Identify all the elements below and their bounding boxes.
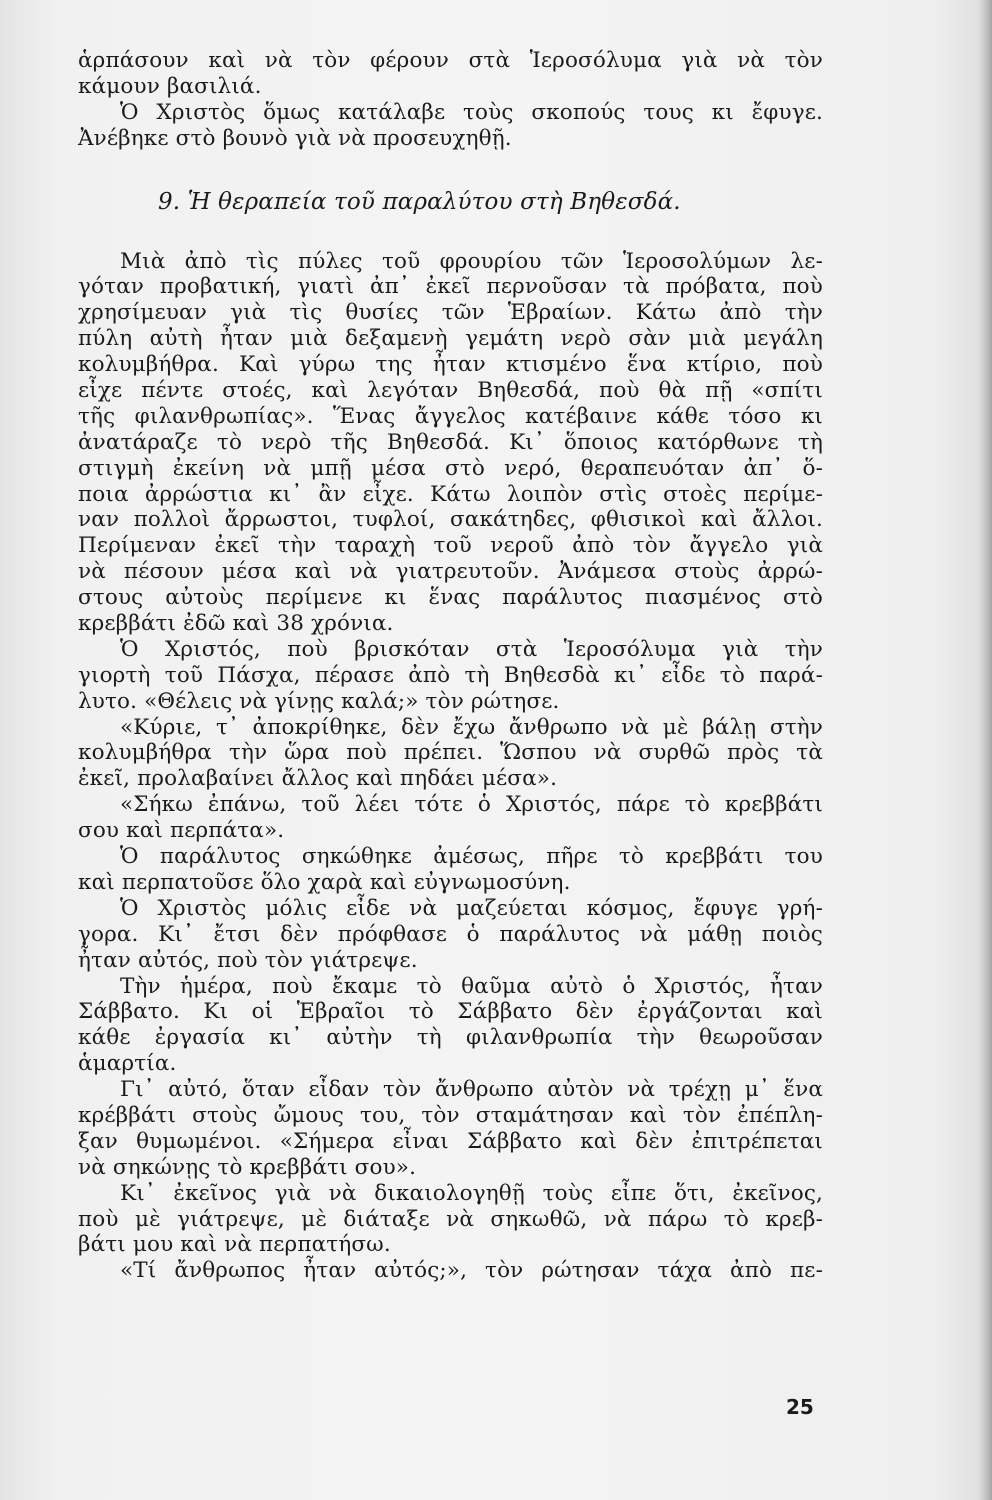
text-line: κάθε ἐργασία κι᾿ αὐτὴν τὴ φιλανθρωπία τὴν θεωροῦσαν bbox=[78, 1025, 823, 1051]
text-line: ναν πολλοὶ ἄρρωστοι, τυφλοί, σακάτηδες, φθισικοὶ καὶ ἄλλοι. bbox=[78, 507, 823, 533]
text-line: Ὁ παράλυτος σηκώθηκε ἀμέσως, πῆρε τὸ κρεββάτι του bbox=[120, 844, 823, 870]
text-line: βάτι μου καὶ νὰ περπατήσω. bbox=[78, 1232, 391, 1258]
text-line: στιγμὴ ἐκείνη νὰ μπῇ μέσα στὸ νερό, θεραπευόταν ἀπ᾿ ὅ- bbox=[78, 455, 823, 481]
text-line: κολυμβήθρα τὴν ὥρα ποὺ πρέπει. Ὥσπου νὰ συρθῶ πρὸς τὰ bbox=[78, 740, 823, 766]
text-line: ἐκεῖ, προλαβαίνει ἄλλος καὶ πηδάει μέσα». bbox=[78, 766, 558, 792]
page-number: 25 bbox=[786, 1395, 814, 1419]
text-line: Κι᾿ ἐκεῖνος γιὰ νὰ δικαιολογηθῇ τοὺς εἶπε ὅτι, ἐκεῖνος, bbox=[120, 1180, 823, 1206]
text-line: πύλη αὐτὴ ἦταν μιὰ δεξαμενὴ γεμάτη νερὸ σὰν μιὰ μεγάλη bbox=[78, 326, 823, 352]
text-line: «Τί ἄνθρωπος ἦταν αὐτός;», τὸν ρώτησαν τάχα ἀπὸ πε- bbox=[120, 1258, 823, 1284]
text-line: «Σήκω ἐπάνω, τοῦ λέει τότε ὁ Χριστός, πάρε τὸ κρεββάτι bbox=[120, 792, 823, 818]
text-line: κολυμβήθρα. Καὶ γύρω της ἦταν κτισμένο ἕνα κτίριο, ποὺ bbox=[78, 352, 823, 378]
spacer bbox=[78, 216, 823, 249]
text-line: ἁμαρτία. bbox=[78, 1051, 177, 1077]
text-line: ποὺ μὲ γιάτρεψε, μὲ διάταξε νὰ σηκωθῶ, νὰ πάρω τὸ κρεβ- bbox=[78, 1206, 823, 1232]
text-line: ποια ἀρρώστια κι᾿ ἂν εἶχε. Κάτω λοιπὸν στὶς στοὲς περίμε- bbox=[78, 481, 823, 507]
text-line: Γι᾿ αὐτό, ὅταν εἶδαν τὸν ἄνθρωπο αὐτὸν νὰ τρέχῃ μ᾿ ἕνα bbox=[120, 1077, 823, 1103]
text-line: γορα. Κι᾿ ἔτσι δὲν πρόφθασε ὁ παράλυτος νὰ μάθῃ ποιὸς bbox=[78, 921, 823, 947]
text-line: Ἀνέβηκε στὸ βουνὸ γιὰ νὰ προσευχηθῇ. bbox=[78, 125, 512, 151]
page-text bbox=[78, 48, 823, 1284]
text-line: καὶ περπατοῦσε ὅλο χαρὰ καὶ εὐγνωμοσύνη. bbox=[78, 869, 571, 895]
text-line: Περίμεναν ἐκεῖ τὴν ταραχὴ τοῦ νεροῦ ἀπὸ τὸν ἄγγελο γιὰ bbox=[78, 533, 823, 559]
text-line: Σάββατο. Κι οἱ Ἑβραῖοι τὸ Σάββατο δὲν ἐργάζονται καὶ bbox=[78, 999, 823, 1025]
text-line: «Κύριε, τ᾿ ἀποκρίθηκε, δὲν ἔχω ἄνθρωπο νὰ μὲ βάλῃ στὴν bbox=[120, 714, 823, 740]
text-line: ἦταν αὐτός, ποὺ τὸν γιάτρεψε. bbox=[78, 947, 418, 973]
text-line: Ὁ Χριστὸς μόλις εἶδε νὰ μαζεύεται κόσμος, ἔφυγε γρή- bbox=[120, 895, 823, 921]
section-heading: 9. Ἡ θεραπεία τοῦ παραλύτου στὴ Βηθεσδά. bbox=[158, 188, 681, 215]
text-line: εἶχε πέντε στοές, καὶ λεγόταν Βηθεσδά, ποὺ θὰ πῇ «σπίτι bbox=[78, 378, 823, 404]
text-line: ἀνατάραζε τὸ νερὸ τῆς Βηθεσδά. Κι᾿ ὅποιος κατόρθωνε τὴ bbox=[78, 429, 823, 455]
text-line: Τὴν ἡμέρα, ποὺ ἔκαμε τὸ θαῦμα αὐτὸ ὁ Χριστός, ἦταν bbox=[120, 973, 823, 999]
text-line: ξαν θυμωμένοι. «Σήμερα εἶναι Σάββατο καὶ δὲν ἐπιτρέπεται bbox=[78, 1128, 823, 1154]
text-line: γόταν προβατική, γιατὶ ἀπ᾿ ἐκεῖ περνοῦσαν τὰ πρόβατα, ποὺ bbox=[78, 274, 823, 300]
text-line: γιορτὴ τοῦ Πάσχα, πέρασε ἀπὸ τὴ Βηθεσδὰ κι᾿ εἶδε τὸ παρά- bbox=[78, 662, 823, 688]
spacer bbox=[78, 152, 823, 188]
text-line: χρησίμευαν γιὰ τὶς θυσίες τῶν Ἑβραίων. Κάτω ἀπὸ τὴν bbox=[78, 300, 823, 326]
text-line: στους αὐτοὺς περίμενε κι ἕνας παράλυτος πιασμένος στὸ bbox=[78, 585, 823, 611]
text-line: σου καὶ περπάτα». bbox=[78, 818, 285, 844]
text-line: Μιὰ ἀπὸ τὶς πύλες τοῦ φρουρίου τῶν Ἱεροσολύμων λε- bbox=[120, 248, 823, 274]
text-line: τῆς φιλανθρωπίας». Ἕνας ἄγγελος κατέβαινε κάθε τόσο κι bbox=[78, 403, 823, 429]
text-line: νὰ πέσουν μέσα καὶ νὰ γιατρευτοῦν. Ἀνάμεσα στοὺς ἀρρώ- bbox=[78, 559, 823, 585]
text-line: νὰ σηκώνῃς τὸ κρεββάτι σου». bbox=[78, 1154, 417, 1180]
text-line: ἁρπάσουν καὶ νὰ τὸν φέρουν στὰ Ἱεροσόλυμα γιὰ νὰ τὸν bbox=[78, 48, 823, 73]
text-line: κρεββάτι ἐδῶ καὶ 38 χρόνια. bbox=[78, 611, 394, 637]
text-line: Ὁ Χριστός, ποὺ βρισκόταν στὰ Ἱεροσόλυμα γιὰ τὴν bbox=[120, 636, 823, 662]
text-line: κρέββάτι στοὺς ὤμους του, τὸν σταμάτησαν καὶ τὸν ἐπέπλη- bbox=[78, 1102, 823, 1128]
text-line: λυτο. «Θέλεις νὰ γίνῃς καλά;» τὸν ρώτησε. bbox=[78, 688, 560, 714]
text-line: Ὁ Χριστὸς ὅμως κατάλαβε τοὺς σκοπούς τους κι ἔφυγε. bbox=[120, 99, 823, 125]
text-line: κάμουν βασιλιά. bbox=[78, 73, 262, 99]
